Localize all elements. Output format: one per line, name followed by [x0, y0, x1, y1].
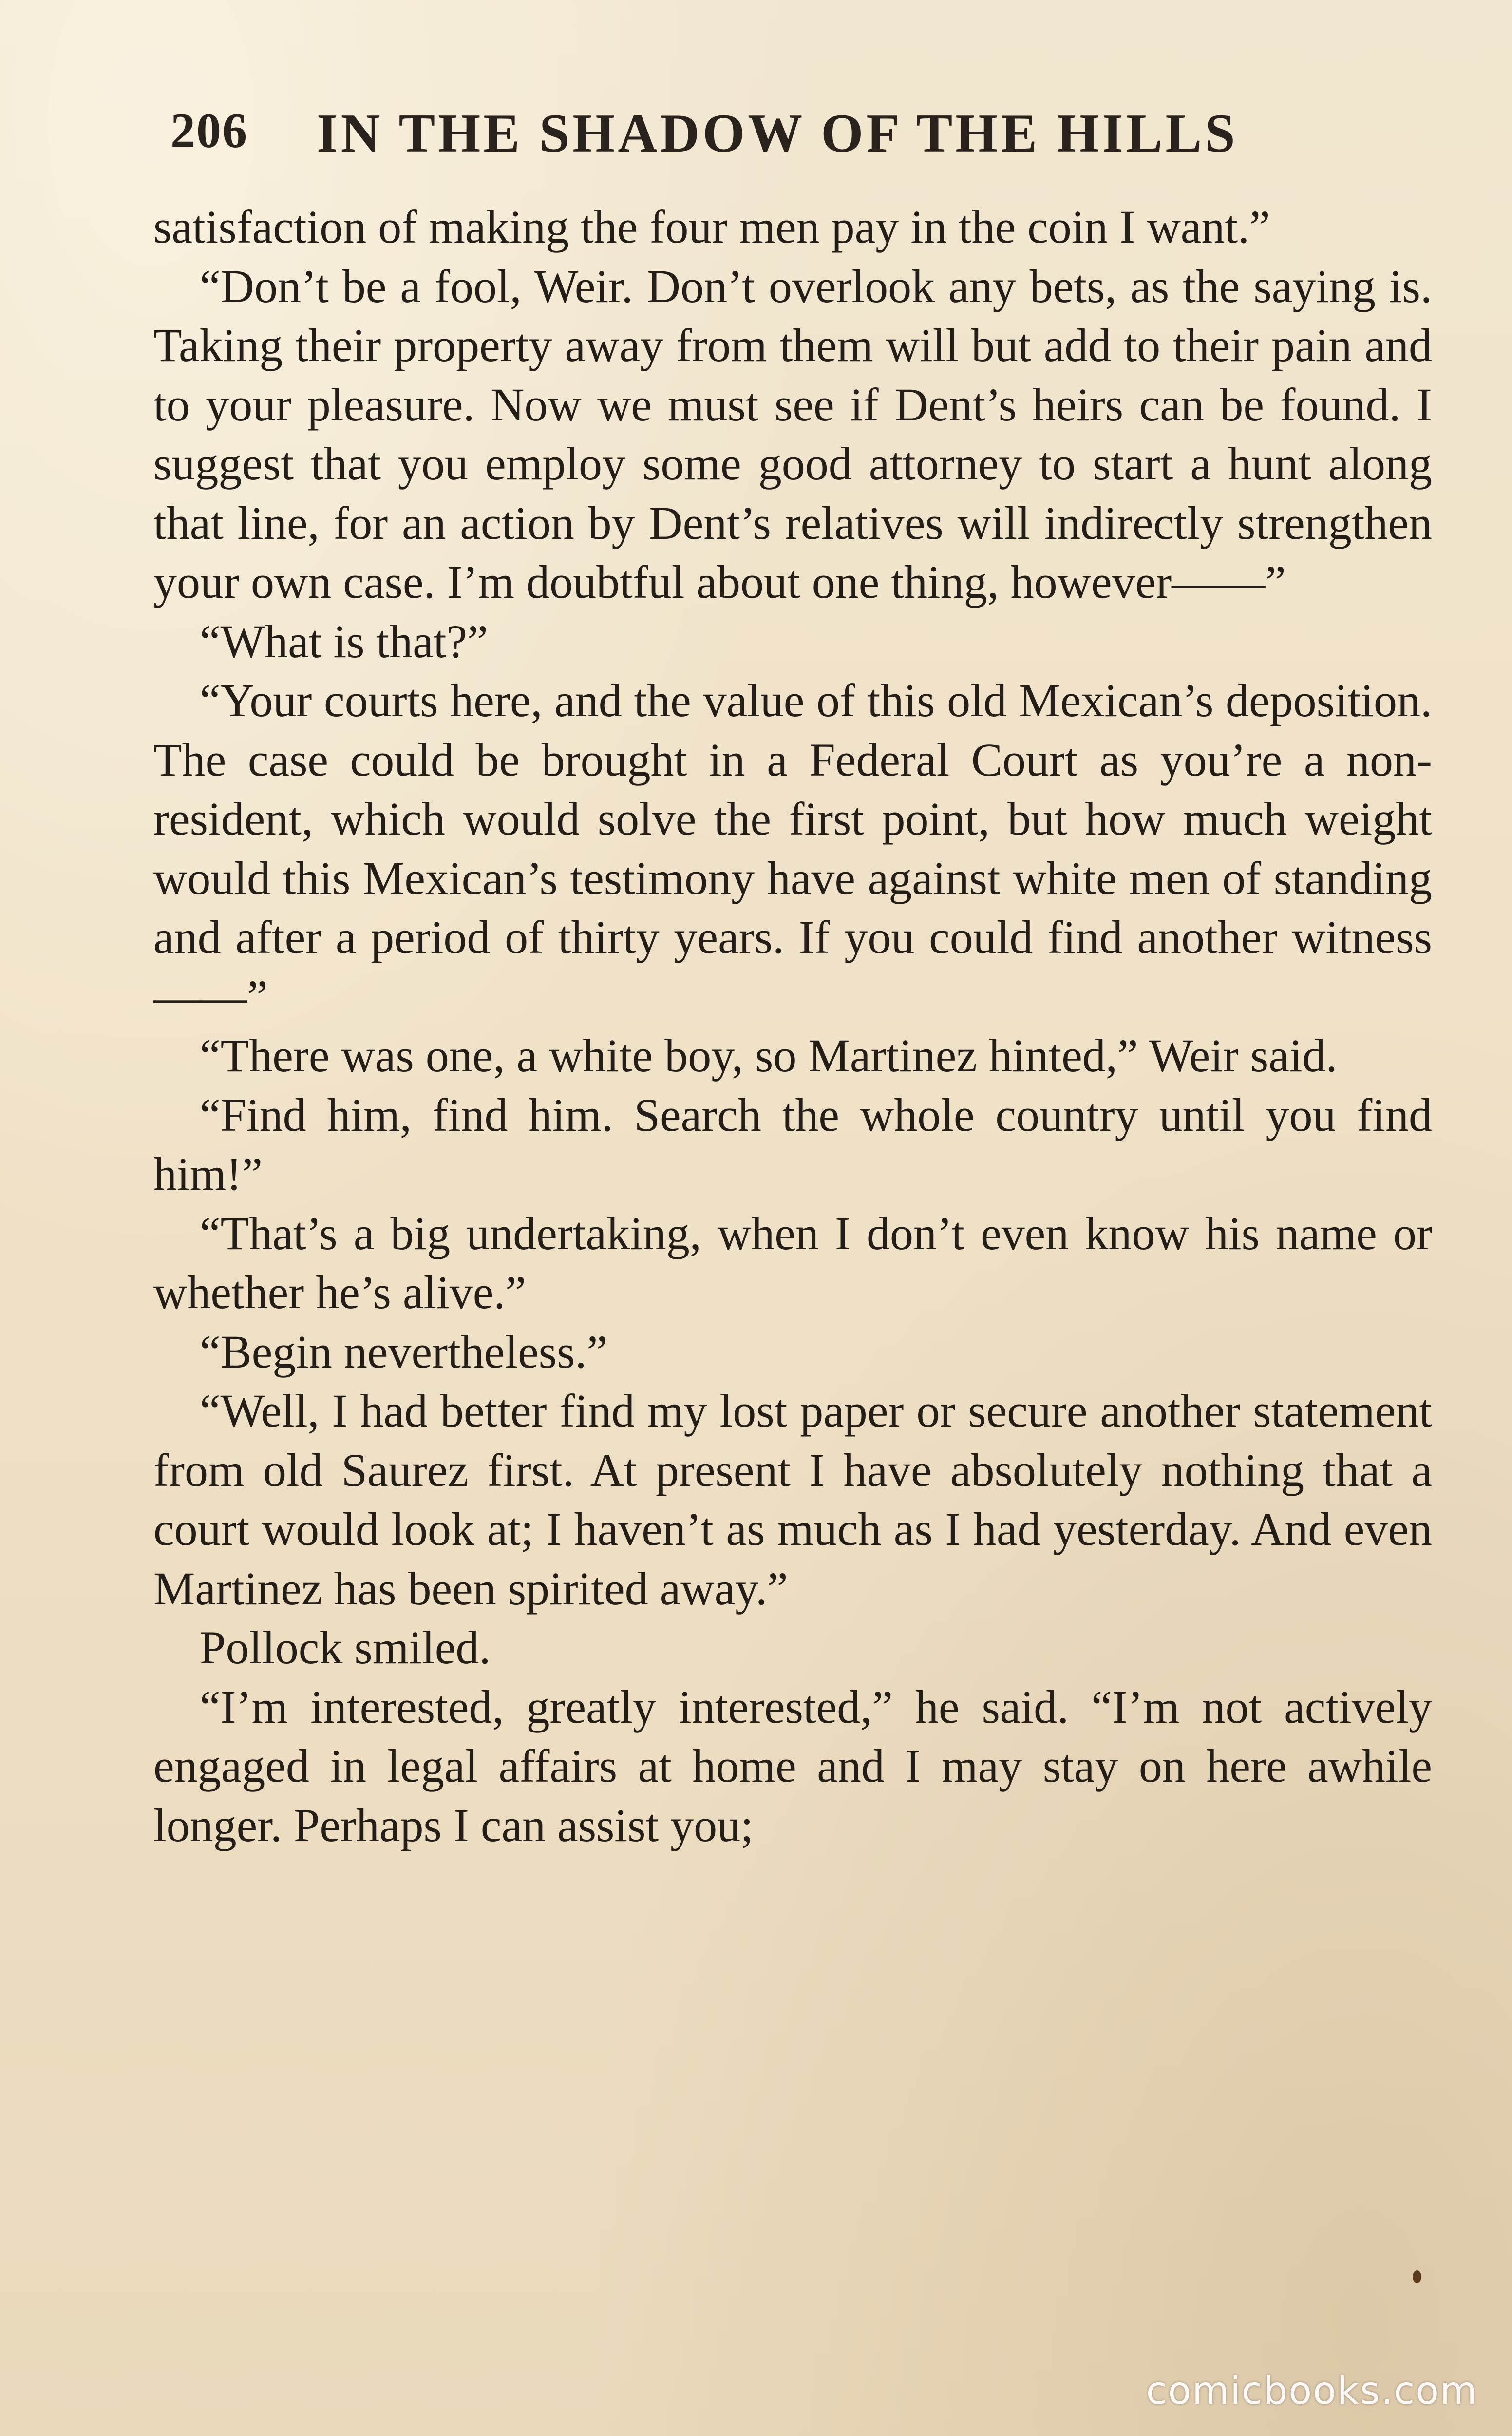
paragraph: “Your courts here, and the value of this old Mexican’s deposition. The case could be brought in a Federal Court as you’re a non-resident, which would solve the first point, but how much weight would this Mexican’s testimony have against white men of standing and after a period of thirty years. If you could find another witness——” [153, 674, 1432, 1023]
paragraph: “That’s a big undertaking, when I don’t even know his name or whether he’s alive.” [153, 1207, 1432, 1318]
running-title: IN THE SHADOW OF THE HILLS [317, 103, 1238, 164]
ink-speck [1413, 2270, 1421, 2283]
body-text [153, 197, 1432, 1855]
paragraph: “Don’t be a fool, Weir. Don’t overlook any bets, as the saying is. Taking their property away from them will but add to their pain and to your pleasure. Now we must see if Dent’s heirs can be found. I suggest that you employ some good attorney to start a hunt along that line, for an action by Dent’s relatives will indirectly strengthen your own case. I’m doubtful about one thing, however——” [153, 260, 1432, 608]
paragraph: “There was one, a white boy, so Martinez hinted,” Weir said. [200, 1029, 1338, 1082]
paragraph: Pollock smiled. [200, 1621, 491, 1674]
paragraph: “Find him, find him. Search the whole country until you find him!” [153, 1088, 1432, 1200]
paragraph: satisfaction of making the four men pay in the coin I want.” [153, 201, 1270, 253]
paragraph: “Well, I had better find my lost paper or secure another statement from old Saurez first. At present I have absolutely nothing that a court would look at; I haven’t as much as I had yesterday. And even Martinez has been spirited away.” [153, 1385, 1432, 1615]
paragraph: “What is that?” [200, 615, 488, 667]
paragraph: “Begin nevertheless.” [200, 1325, 607, 1378]
watermark: comicbooks.com [1146, 2369, 1478, 2413]
page-number: 206 [170, 103, 248, 158]
page-header [170, 97, 1432, 166]
paragraph: “I’m interested, greatly interested,” he said. “I’m not actively engaged in legal affairs at home and I may stay on here awhile longer. Perhaps I can assist you; [153, 1680, 1432, 1851]
